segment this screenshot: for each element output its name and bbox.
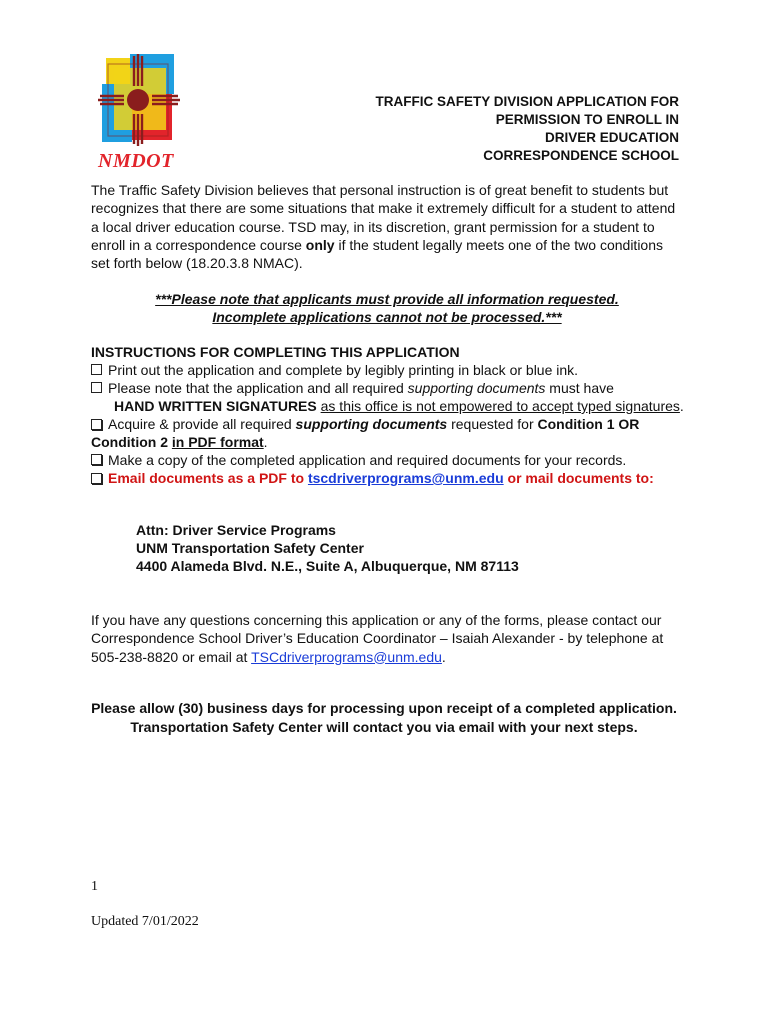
page-number: 1 [91, 879, 98, 894]
mailing-address [136, 521, 519, 575]
instruction-5-text-a: Email documents as a PDF to [108, 470, 308, 486]
checkbox-icon [91, 454, 102, 465]
instruction-3-bolditalic: supporting documents [295, 416, 448, 432]
instruction-item-5 [91, 469, 691, 487]
contact-period: . [441, 648, 446, 665]
intro-bold-only: only [305, 236, 335, 253]
nmdot-wordmark: NMDOT [98, 150, 174, 172]
instruction-item-1 [91, 361, 691, 379]
processing-time-notice: Please allow (30) business days for processing upon receipt of a completed application. Transportation Safety Center will contact you via email with your next steps. [91, 700, 677, 735]
checkbox-icon [91, 473, 102, 484]
instruction-1-text: Print out the application and complete by legibly printing in black or blue ink. [108, 362, 579, 378]
address-line-3: 4400 Alameda Blvd. N.E., Suite A, Albuquerque, NM 87113 [136, 558, 519, 574]
instruction-3-period: . [263, 434, 268, 450]
notice-line-2: Incomplete applications cannot not be processed.*** [212, 309, 562, 325]
instruction-item-3 [91, 415, 691, 451]
instruction-2-bold: HAND WRITTEN SIGNATURES [114, 398, 317, 414]
instruction-2-text-b: must have [545, 380, 614, 396]
instruction-4-text: Make a copy of the completed application and required documents for your records. [108, 452, 627, 468]
instructions-heading: INSTRUCTIONS FOR COMPLETING THIS APPLICATION [91, 344, 460, 360]
contact-text: If you have any questions concerning this application or any of the forms, please contact our Correspondence School Driver’s Education Coordinator – Isaiah Alexander - by telephone at 505-238-8820 or email at [91, 612, 664, 665]
important-notice [91, 290, 683, 326]
title-line-1: TRAFFIC SAFETY DIVISION APPLICATION FOR [375, 94, 679, 109]
instruction-3-text-b: requested for [447, 416, 538, 432]
instruction-3-pdf-format: in PDF format [171, 434, 264, 450]
instruction-2-period: . [679, 398, 684, 414]
checkbox-icon [91, 382, 102, 393]
title-line-3: DRIVER EDUCATION [544, 130, 679, 145]
intro-paragraph [91, 181, 683, 272]
instruction-2-text-a: Please note that the application and all required [108, 380, 408, 396]
instruction-5-text-b: or mail documents to: [503, 470, 654, 486]
instruction-item-4 [91, 451, 691, 469]
email-link[interactable]: tscdriverprograms@unm.edu [307, 470, 504, 486]
instruction-item-2-continued [91, 397, 691, 415]
updated-date: Updated 7/01/2022 [91, 914, 199, 929]
instruction-2-underlined: as this office is not empowered to accept typed signatures [320, 398, 680, 414]
title-line-2: PERMISSION TO ENROLL IN [495, 112, 679, 127]
instruction-2-italic: supporting documents [407, 380, 546, 396]
address-line-1: Attn: Driver Service Programs [136, 522, 336, 538]
instructions-section [91, 343, 691, 487]
contact-email-link[interactable]: TSCdriverprograms@unm.edu [251, 648, 442, 665]
instruction-3-bold-condition: Condition 1 OR Condition 2 [91, 416, 640, 450]
intro-text-2: if the student legally meets one of the two conditions set forth below (18.20.3.8 NMAC). [91, 236, 663, 272]
intro-text-1: The Traffic Safety Division believes that personal instruction is of great benefit to students but recognizes that there are some situations that make it extremely difficult for a student to attend a local driver education course. TSD may, in its discretion, grant permission for a student to enroll in a correspondence course [91, 182, 676, 253]
notice-line-1: ***Please note that applicants must provide all information requested. [155, 291, 619, 307]
page-title [259, 93, 679, 165]
checkbox-icon [91, 364, 102, 375]
instruction-3-text-a: Acquire & provide all required [108, 416, 296, 432]
nmdot-logo [92, 50, 184, 176]
checkbox-icon [91, 419, 102, 430]
contact-paragraph [91, 611, 691, 666]
address-line-2: UNM Transportation Safety Center [136, 540, 364, 556]
title-line-4: CORRESPONDENCE SCHOOL [483, 148, 679, 163]
instruction-item-2 [91, 379, 691, 397]
